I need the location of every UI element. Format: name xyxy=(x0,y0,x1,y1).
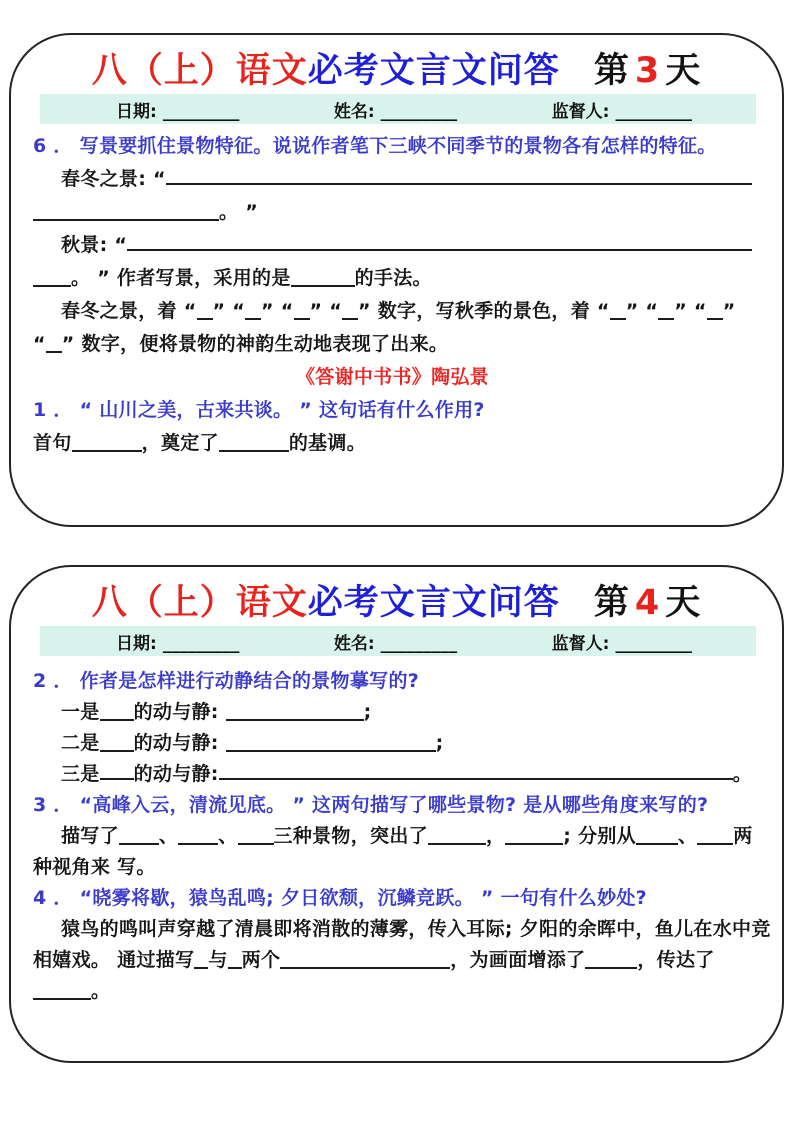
text-segment: 的动与静: xyxy=(133,763,219,785)
supervisor-field xyxy=(552,97,692,122)
day-number: 4 xyxy=(634,582,661,623)
answer-line xyxy=(33,328,752,361)
answer-blank xyxy=(228,967,242,969)
answer-line xyxy=(33,697,752,728)
text-segment: ” “ xyxy=(261,300,294,322)
day-badge xyxy=(594,575,701,625)
page-title xyxy=(11,44,782,91)
question-line xyxy=(33,130,752,163)
question-line xyxy=(33,883,752,914)
text-segment: ，奠定了 xyxy=(141,432,219,454)
text-segment: ; xyxy=(363,701,372,723)
answer-blank xyxy=(100,778,134,780)
info-header-bar xyxy=(40,94,756,124)
title-grade-label: 八（上）语文 xyxy=(91,50,308,91)
answer-blank xyxy=(100,719,134,721)
text-segment: ” 数字，便将景物的神韵生动地表现了出来。 xyxy=(61,333,449,355)
text-segment: 相嬉戏。 通过描写 xyxy=(33,949,195,971)
answer-blank xyxy=(636,843,678,845)
answer-blank xyxy=(194,967,208,969)
answer-blank xyxy=(46,351,62,353)
text-segment: 二是 xyxy=(61,732,100,754)
text-segment: 描写了 xyxy=(61,825,119,847)
question-line xyxy=(33,394,752,427)
text-segment: 三是 xyxy=(61,763,100,785)
text-segment: 。 xyxy=(732,763,752,785)
text-segment: 2 ． 作者是怎样进行动静结合的景物摹写的? xyxy=(33,670,420,692)
answer-blank xyxy=(585,967,637,969)
answer-line xyxy=(33,976,752,1007)
answer-line xyxy=(33,728,752,759)
page-title xyxy=(11,576,782,623)
text-segment: 。 xyxy=(91,980,111,1002)
text-segment: 3 ． “高峰入云，清流见底。 ” 这两句描写了哪些景物? 是从哪些角度来写的? xyxy=(33,794,709,816)
text-segment: 猿鸟的鸣叫声穿越了清晨即将消散的薄雾，传入耳际; 夕阳的余晖中，鱼儿在水中竞 xyxy=(61,918,771,940)
title-grade-label: 八（上）语文 xyxy=(91,582,308,623)
name-blank: _________ xyxy=(380,101,458,122)
text-segment: “ xyxy=(33,333,46,355)
answer-blank xyxy=(658,318,674,320)
answer-blank xyxy=(197,318,213,320)
name-label: 姓名: xyxy=(333,633,375,654)
answer-blank xyxy=(280,967,450,969)
supervisor-field xyxy=(552,629,692,654)
text-segment: ，为画面增添了 xyxy=(450,949,586,971)
title-subject-label: 必考文言文问答 xyxy=(307,50,560,91)
worksheet-body xyxy=(33,130,752,460)
day-suffix: 天 xyxy=(665,50,702,91)
answer-blank xyxy=(245,318,261,320)
supervisor-label: 监督人: xyxy=(551,101,610,122)
worksheet-card-day-4 xyxy=(9,565,784,1063)
answer-blank xyxy=(291,285,355,287)
supervisor-label: 监督人: xyxy=(551,633,610,654)
question-line xyxy=(33,666,752,697)
answer-blank xyxy=(226,719,364,721)
day-number: 3 xyxy=(634,50,661,91)
text-segment: 。 ” xyxy=(219,201,259,223)
worksheet-card-day-3 xyxy=(9,33,784,527)
text-segment: ; 分别从 xyxy=(563,825,636,847)
date-label: 日期: xyxy=(116,101,157,122)
answer-blank xyxy=(119,843,159,845)
day-prefix: 第 xyxy=(593,582,630,623)
answer-blank xyxy=(33,219,219,221)
info-header-bar xyxy=(40,626,756,656)
answer-blank xyxy=(127,249,752,251)
answer-blank xyxy=(178,843,218,845)
answer-blank xyxy=(33,285,71,287)
day-suffix: 天 xyxy=(665,582,702,623)
text-segment: 《答谢中书书》陶弘景 xyxy=(295,366,489,388)
text-segment: 种视角来 写。 xyxy=(33,856,156,878)
text-segment: ” “ xyxy=(674,300,707,322)
answer-blank xyxy=(294,318,310,320)
text-segment: 的动与静: xyxy=(133,732,226,754)
answer-blank xyxy=(428,843,486,845)
text-segment: 春冬之景，着 “ xyxy=(61,300,197,322)
text-segment: 、 xyxy=(677,825,698,847)
day-prefix: 第 xyxy=(593,50,630,91)
text-segment: ” “ xyxy=(625,300,659,322)
text-segment: 两 xyxy=(733,825,753,847)
answer-blank xyxy=(219,778,733,780)
text-segment: ，传达了 xyxy=(637,949,715,971)
worksheet-body xyxy=(33,666,771,1007)
answer-blank xyxy=(72,450,142,452)
source-attribution xyxy=(33,361,752,394)
answer-blank xyxy=(238,843,274,845)
answer-blank xyxy=(33,998,91,1000)
text-segment: 的动与静: xyxy=(133,701,226,723)
answer-line xyxy=(33,821,752,852)
name-blank: _________ xyxy=(380,633,458,654)
answer-blank xyxy=(707,318,723,320)
answer-line xyxy=(33,914,771,945)
date-label: 日期: xyxy=(116,633,157,654)
answer-blank xyxy=(219,450,289,452)
text-segment: ， xyxy=(485,825,506,847)
answer-line xyxy=(33,196,752,229)
answer-blank xyxy=(505,843,563,845)
answer-blank xyxy=(342,318,358,320)
text-segment: 首句 xyxy=(33,432,72,454)
answer-blank xyxy=(100,750,134,752)
supervisor-blank: _________ xyxy=(615,101,692,122)
title-subject-label: 必考文言文问答 xyxy=(307,582,560,623)
answer-line xyxy=(33,759,752,790)
answer-line xyxy=(33,295,752,328)
text-segment: ” 数字，写秋季的景色，着 “ xyxy=(358,300,610,322)
supervisor-blank: _________ xyxy=(615,633,692,654)
question-line xyxy=(33,790,752,821)
text-segment: ; xyxy=(435,732,444,754)
text-segment: 两个 xyxy=(241,949,281,971)
text-segment: ” “ xyxy=(309,300,343,322)
text-segment: ” “ xyxy=(212,300,246,322)
text-segment: 4 ． “晓雾将歇，猿鸟乱鸣; 夕日欲颓，沉鳞竞跃。 ” 一句有什么妙处? xyxy=(33,887,647,909)
answer-blank xyxy=(697,843,733,845)
answer-line xyxy=(33,262,752,295)
text-segment: 6 ． 写景要抓住景物特征。说说作者笔下三峡不同季节的景物各有怎样的特征。 xyxy=(33,135,717,157)
answer-line xyxy=(33,163,752,196)
title-text xyxy=(92,575,560,625)
text-segment: 与 xyxy=(208,949,228,971)
answer-blank xyxy=(166,183,752,185)
text-segment: 春冬之景: “ xyxy=(61,168,166,190)
text-segment: 、 xyxy=(218,825,238,847)
date-field xyxy=(116,629,239,654)
text-segment: 、 xyxy=(158,825,179,847)
text-segment: 的手法。 xyxy=(354,267,432,289)
day-badge xyxy=(594,43,701,93)
name-label: 姓名: xyxy=(333,101,375,122)
text-segment: ” xyxy=(722,300,736,322)
text-segment: 一是 xyxy=(61,701,100,723)
text-segment: 1 ． “ 山川之美，古来共谈。 ” 这句话有什么作用? xyxy=(33,399,485,421)
date-blank: _________ xyxy=(162,633,240,654)
name-field xyxy=(334,97,457,122)
answer-line xyxy=(33,229,752,262)
title-text xyxy=(92,43,560,93)
answer-line xyxy=(33,427,752,460)
date-field xyxy=(116,97,239,122)
text-segment: 秋景: “ xyxy=(61,234,128,256)
name-field xyxy=(334,629,457,654)
text-segment: 三种景物，突出了 xyxy=(273,825,428,847)
date-blank: _________ xyxy=(162,101,240,122)
text-segment: 的基调。 xyxy=(288,432,367,454)
answer-blank xyxy=(226,750,436,752)
answer-line xyxy=(33,945,752,976)
answer-blank xyxy=(610,318,626,320)
text-segment: 。 ” 作者写景，采用的是 xyxy=(71,267,291,289)
answer-line xyxy=(33,852,752,883)
